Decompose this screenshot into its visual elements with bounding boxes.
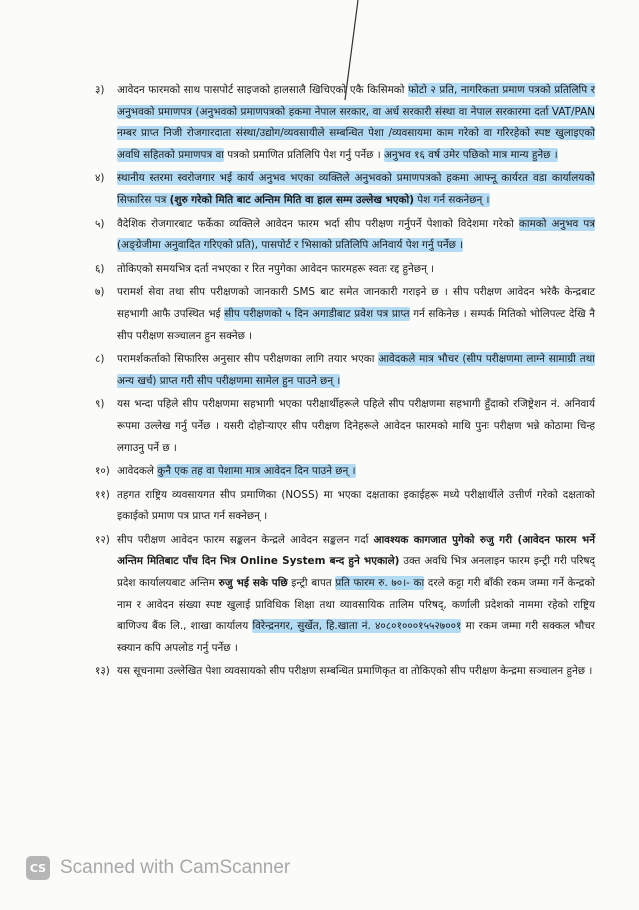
notice-item <box>95 168 595 211</box>
text-segment: रुजु भई सके पछि <box>218 577 288 590</box>
item-text <box>117 214 595 257</box>
text-segment: परामर्शकर्ताको सिफारिस अनुसार सीप परीक्षणका लागि तयार भएका <box>117 353 379 366</box>
item-number: ६) <box>95 262 105 275</box>
item-number: १३) <box>95 665 110 678</box>
item-number: ७) <box>95 286 105 299</box>
highlighted-text: अनुभव १६ वर्ष उमेर पछिको मात्र मान्य हुनेछ । <box>383 148 558 161</box>
highlighted-text: (शुरु गरेको मिति बाट अन्तिम मिति वा हाल सम्म उल्लेख भएको) <box>169 193 414 206</box>
item-number: ४) <box>95 172 105 185</box>
item-number: ११) <box>95 488 110 501</box>
text-segment: आवश्यक कागजात पुगेको रुजु गरी (आवेदन फारम भर्ने अन्तिम मितिबाट पाँच दिन भित्र Online System बन्द हुने भएकाले) <box>117 533 595 568</box>
item-number: १०) <box>95 465 110 478</box>
item-text <box>117 461 595 483</box>
item-text <box>117 282 595 347</box>
item-number: ९) <box>95 398 105 411</box>
highlighted-text: स्थानीय स्तरमा स्वरोजगार भई कार्य अनुभव भएका व्यक्तिले अनुभवको प्रमाणपत्रको हकमा आफ्नू कार्यरत वडा कार्यालयको सिफारिस पत्र <box>117 172 595 206</box>
text-segment: इन्ट्री बापत <box>287 577 336 590</box>
text-segment: सीप परीक्षण आवेदन फारम सङ्कलन केन्द्रले आवेदन सङ्कलन गर्दा <box>117 533 374 546</box>
text-segment: आवेदन फारमको साथ पासपोर्ट साइजको हालसालै खिचिएको एकै किसिमको <box>117 84 409 96</box>
text-segment: दरले कट्टा गरी बाँकी रकम जम्मा गर्ने केन्द्रको नाम र आवेदन संख्या स्पष्ट खुलाई प्राविधिक शिक्षा तथा व्यावसायिक तालिम परिषद्, कर्णाली प्रदेशको नाममा रहेको राष्ट्रिय बाणिज्य बैंक लि., शाखा कार्यालय <box>117 577 595 633</box>
scan-fold-line <box>0 0 1 1</box>
text-segment: यस सूचनामा उल्लेखित पेशा व्यवसायको सीप परीक्षण सम्बन्धित प्रमाणिकृत वा तोकिएको सीप परीक्षण केन्द्रमा सञ्चालन हुनेछ । <box>117 665 593 678</box>
text-segment: उक्त अवधि भित्र अनलाइन फारम इन्ट्री गरी परिषद् प्रदेश कार्यालयबाट अन्तिम <box>117 555 595 590</box>
text-segment: मा रकम जम्मा गरी सक्कल भौचर स्क्यान कपि अपलोड गर्नु पर्नेछ । <box>117 620 595 654</box>
item-number: १२) <box>95 533 110 546</box>
text-segment: तोकिएको समयभित्र दर्ता नभएका र रित नपुगेका आवेदन फारमहरू स्वतः रद्द हुनेछन् । <box>117 262 435 275</box>
highlighted-text: सीप परीक्षणको ५ दिन अगाडीबाट प्रवेश पत्र प्राप्त <box>224 307 410 320</box>
item-text <box>117 661 595 683</box>
item-number: ५) <box>95 217 105 230</box>
scanner-watermark <box>26 856 290 880</box>
notice-item <box>95 461 595 483</box>
text-segment: यस भन्दा पहिले सीप परीक्षणमा सहभागी भएका परीक्षार्थीहरूले पहिले सीप परीक्षणमा सहभागी हुँदाको रजिष्ट्रेशन नं. अनिवार्य रूपमा उल्लेख गर्नु पर्नेछ । यसरी दोहोऱ्याएर सीप परीक्षण दिनेहरूले आवेदन फारमको माथि पुनः परीक्षण भन्ने कोठामा चिन्ह लगाउनु पर्ने छ । <box>117 398 595 454</box>
text-segment: परामर्श सेवा तथा सीप परीक्षणको जानकारी SMS बाट समेत जानकारी गराइने छ । सीप परीक्षण आवेदन भरेकै केन्द्रबाट सहभागी आफै उपस्थित भई <box>117 286 595 320</box>
highlighted-text: फोटो २ प्रति, नागरिकता प्रमाण पत्रको प्रतिलिपि र अनुभवको प्रमाणपत्र (अनुभवको प्रमाणपत्रको हकमा नेपाल सरकार, वा अर्ध सरकारी संस्था वा नेपाल सरकारमा दर्ता VAT/PAN नम्बर प्राप्त निजी रोजगारदाता संस्था/उद्योग/व्यवसायीले सम्बन्धित पेशा /व्यवसायमा काम गरेको वा गरिरहेको स्पष्ट खुलाइएको अवधि सहितको प्रमाणपत्र वा <box>117 84 595 161</box>
camscanner-text: Scanned with CamScanner <box>60 857 291 878</box>
highlighted-text: पेश गर्न सकनेछन् । <box>413 193 490 206</box>
notice-item <box>95 530 595 660</box>
text-segment: तहगत राष्ट्रिय व्यवसायगत सीप प्रमाणिका (NOSS) मा भएका दक्षताका इकाईहरू मध्ये परीक्षार्थीले उत्तीर्ण गरेको दक्षताको इकाईको प्रमाण पत्र प्राप्त गर्न सक्नेछन् । <box>117 488 595 523</box>
highlighted-text: कामको अनुभव पत्र (अङ्ग्रेजीमा अनुवादित गरिएको प्रति), पासपोर्ट र भिसाको प्रतिलिपि अनिवार्य पेश गर्नु पर्नेछ । <box>117 217 595 252</box>
item-text <box>117 259 595 281</box>
item-text <box>117 80 595 166</box>
item-number: ८) <box>95 353 105 366</box>
notice-item <box>95 214 595 257</box>
camscanner-logo-icon: CS <box>26 856 50 880</box>
notice-item <box>95 485 595 528</box>
highlighted-text: विरेन्द्रनगर, सुर्खेत, हि.खाता नं. ४०८०१०००१५५२७००१ <box>252 620 462 633</box>
notice-item <box>95 80 595 166</box>
notice-document <box>95 80 595 685</box>
highlighted-text: कुनै एक तह वा पेशामा मात्र आवेदन दिन पाउने छन् । <box>157 465 356 478</box>
notice-item <box>95 661 595 683</box>
text-segment: पत्रको प्रमाणित प्रतिलिपि पेश गर्नु पर्नेछ । <box>223 148 384 161</box>
notice-item <box>95 282 595 347</box>
item-text <box>117 349 595 392</box>
notice-item <box>95 259 595 281</box>
highlighted-text: आवेदकले मात्र भौचर (सीप परीक्षणमा लाग्ने सामाग्री तथा अन्य खर्च) प्राप्त गरी सीप परीक्षणमा सामेल हुन पाउने छन् । <box>117 353 595 387</box>
text-segment: वैदेशिक रोजगारबाट फर्केका व्यक्तिले आवेदन फारम भर्दा सीप परीक्षण गर्नुपर्ने पेशाको विदेशमा गरेको <box>117 217 519 230</box>
item-text <box>117 394 595 459</box>
item-text <box>117 485 595 528</box>
text-segment: गर्न सकिनेछ । सम्पर्क मितिको भोलिपल्ट देखि नै सीप परीक्षण सञ्चालन हुन सक्नेछ । <box>117 307 595 342</box>
notice-item <box>95 349 595 392</box>
item-text <box>117 168 595 211</box>
item-number: ३) <box>95 84 105 96</box>
item-text <box>117 530 595 660</box>
notice-item <box>95 394 595 459</box>
highlighted-text: प्रति फारम रु. ७०।- का <box>335 577 425 590</box>
text-segment: आवेदकले <box>117 465 158 478</box>
